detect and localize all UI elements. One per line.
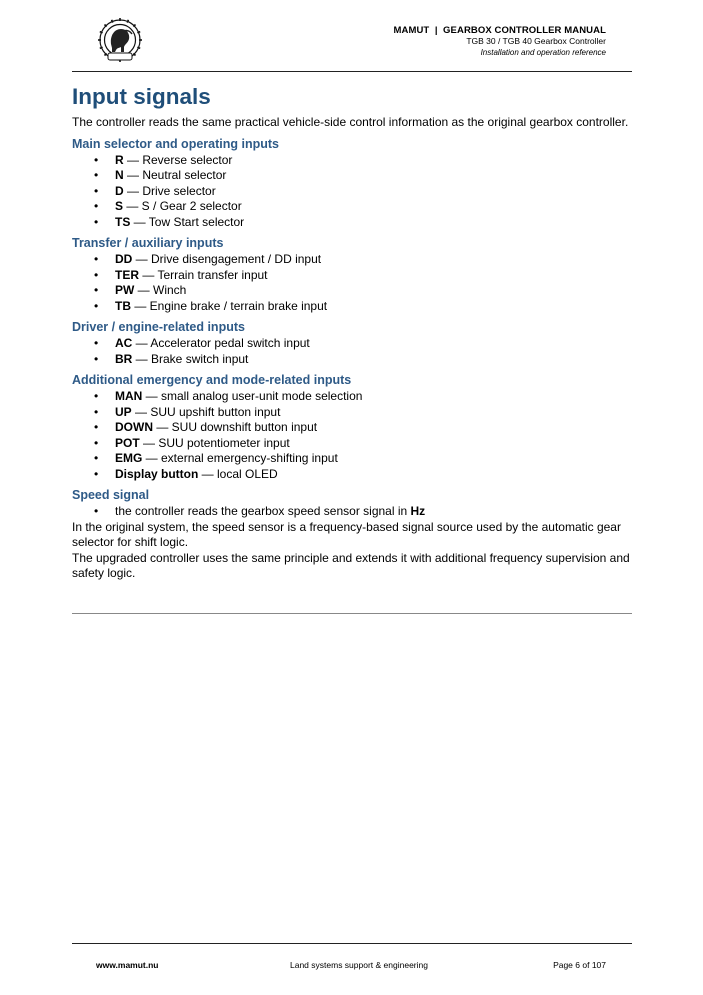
list-item: • D — Drive selector [94,183,216,198]
bullet-icon: • [94,267,99,282]
transfer-list [72,252,632,314]
driver-engine-list [72,336,632,367]
page-number: Page 6 of 107 [553,960,606,970]
intro-paragraph: The controller reads the same practical vehicle-side control information as the original gearbox controller. [72,115,629,129]
page-title: Input signals [72,84,211,109]
footer-tagline: Land systems support & engineering [290,960,428,970]
list-item: • TS — Tow Start selector [94,214,245,229]
list-item: • EMG — external emergency-shifting input [94,451,338,466]
bullet-icon: • [94,183,99,198]
reference-note: Installation and operation reference [480,48,606,57]
list-item: • TB — Engine brake / terrain brake input [94,298,328,313]
bullet-icon: • [94,199,99,214]
bullet-icon: • [94,466,99,481]
bullet-icon: • [94,435,99,450]
list-item: • the controller reads the gearbox speed sensor signal in Hz [94,504,426,519]
list-item: • DOWN — SUU downshift button input [94,420,318,435]
controller-subtitle: TGB 30 / TGB 40 Gearbox Controller [466,36,606,46]
page-content [72,83,632,582]
content-end-divider [72,613,632,614]
main-selector-list [72,153,632,231]
list-item: • TER — Terrain transfer input [94,267,268,282]
list-item: • Display button — local OLED [94,466,278,481]
footer-website-link[interactable]: www.mamut.nu [96,960,159,970]
bullet-icon: • [94,504,99,519]
bullet-icon: • [94,336,99,351]
list-item: • PW — Winch [94,283,187,298]
bullet-icon: • [94,389,99,404]
speed-paragraph-upgraded: The upgraded controller uses the same principle and extends it with additional frequency supervision and safety logic. [72,550,630,581]
emergency-mode-list [72,389,632,482]
list-item: • UP — SUU upshift button input [94,404,281,419]
bullet-icon: • [94,451,99,466]
list-item: • S — S / Gear 2 selector [94,199,242,214]
section-heading-transfer: Transfer / auxiliary inputs [72,236,224,251]
list-item: • BR — Brake switch input [94,351,249,366]
section-heading-driver-engine: Driver / engine-related inputs [72,320,245,335]
bullet-icon: • [94,298,99,313]
footer-divider [72,943,632,944]
section-heading-main-selector: Main selector and operating inputs [72,136,279,151]
bullet-icon: • [94,252,99,267]
bullet-icon: • [94,283,99,298]
bullet-icon: • [94,168,99,183]
list-item: • R — Reverse selector [94,152,233,167]
list-item: • POT — SUU potentiometer input [94,435,290,450]
company-logo [94,17,146,63]
section-heading-emergency-mode: Additional emergency and mode-related inputs [72,373,352,388]
list-item: • MAN — small analog user-unit mode selection [94,389,363,404]
bullet-icon: • [94,214,99,229]
bullet-icon: • [94,351,99,366]
bullet-icon: • [94,404,99,419]
header-divider [72,71,632,72]
document-header [393,25,606,58]
speed-paragraph-original: In the original system, the speed sensor is a frequency-based signal source used by the automatic gear selector for shift logic. [72,519,621,550]
list-item: • DD — Drive disengagement / DD input [94,252,322,267]
manual-title: MAMUT | GEARBOX CONTROLLER MANUAL [393,25,606,36]
bullet-icon: • [94,420,99,435]
speed-signal-list [72,504,632,520]
section-heading-speed-signal: Speed signal [72,488,150,503]
list-item: • N — Neutral selector [94,168,227,183]
list-item: • AC — Accelerator pedal switch input [94,336,310,351]
bullet-icon: • [94,152,99,167]
